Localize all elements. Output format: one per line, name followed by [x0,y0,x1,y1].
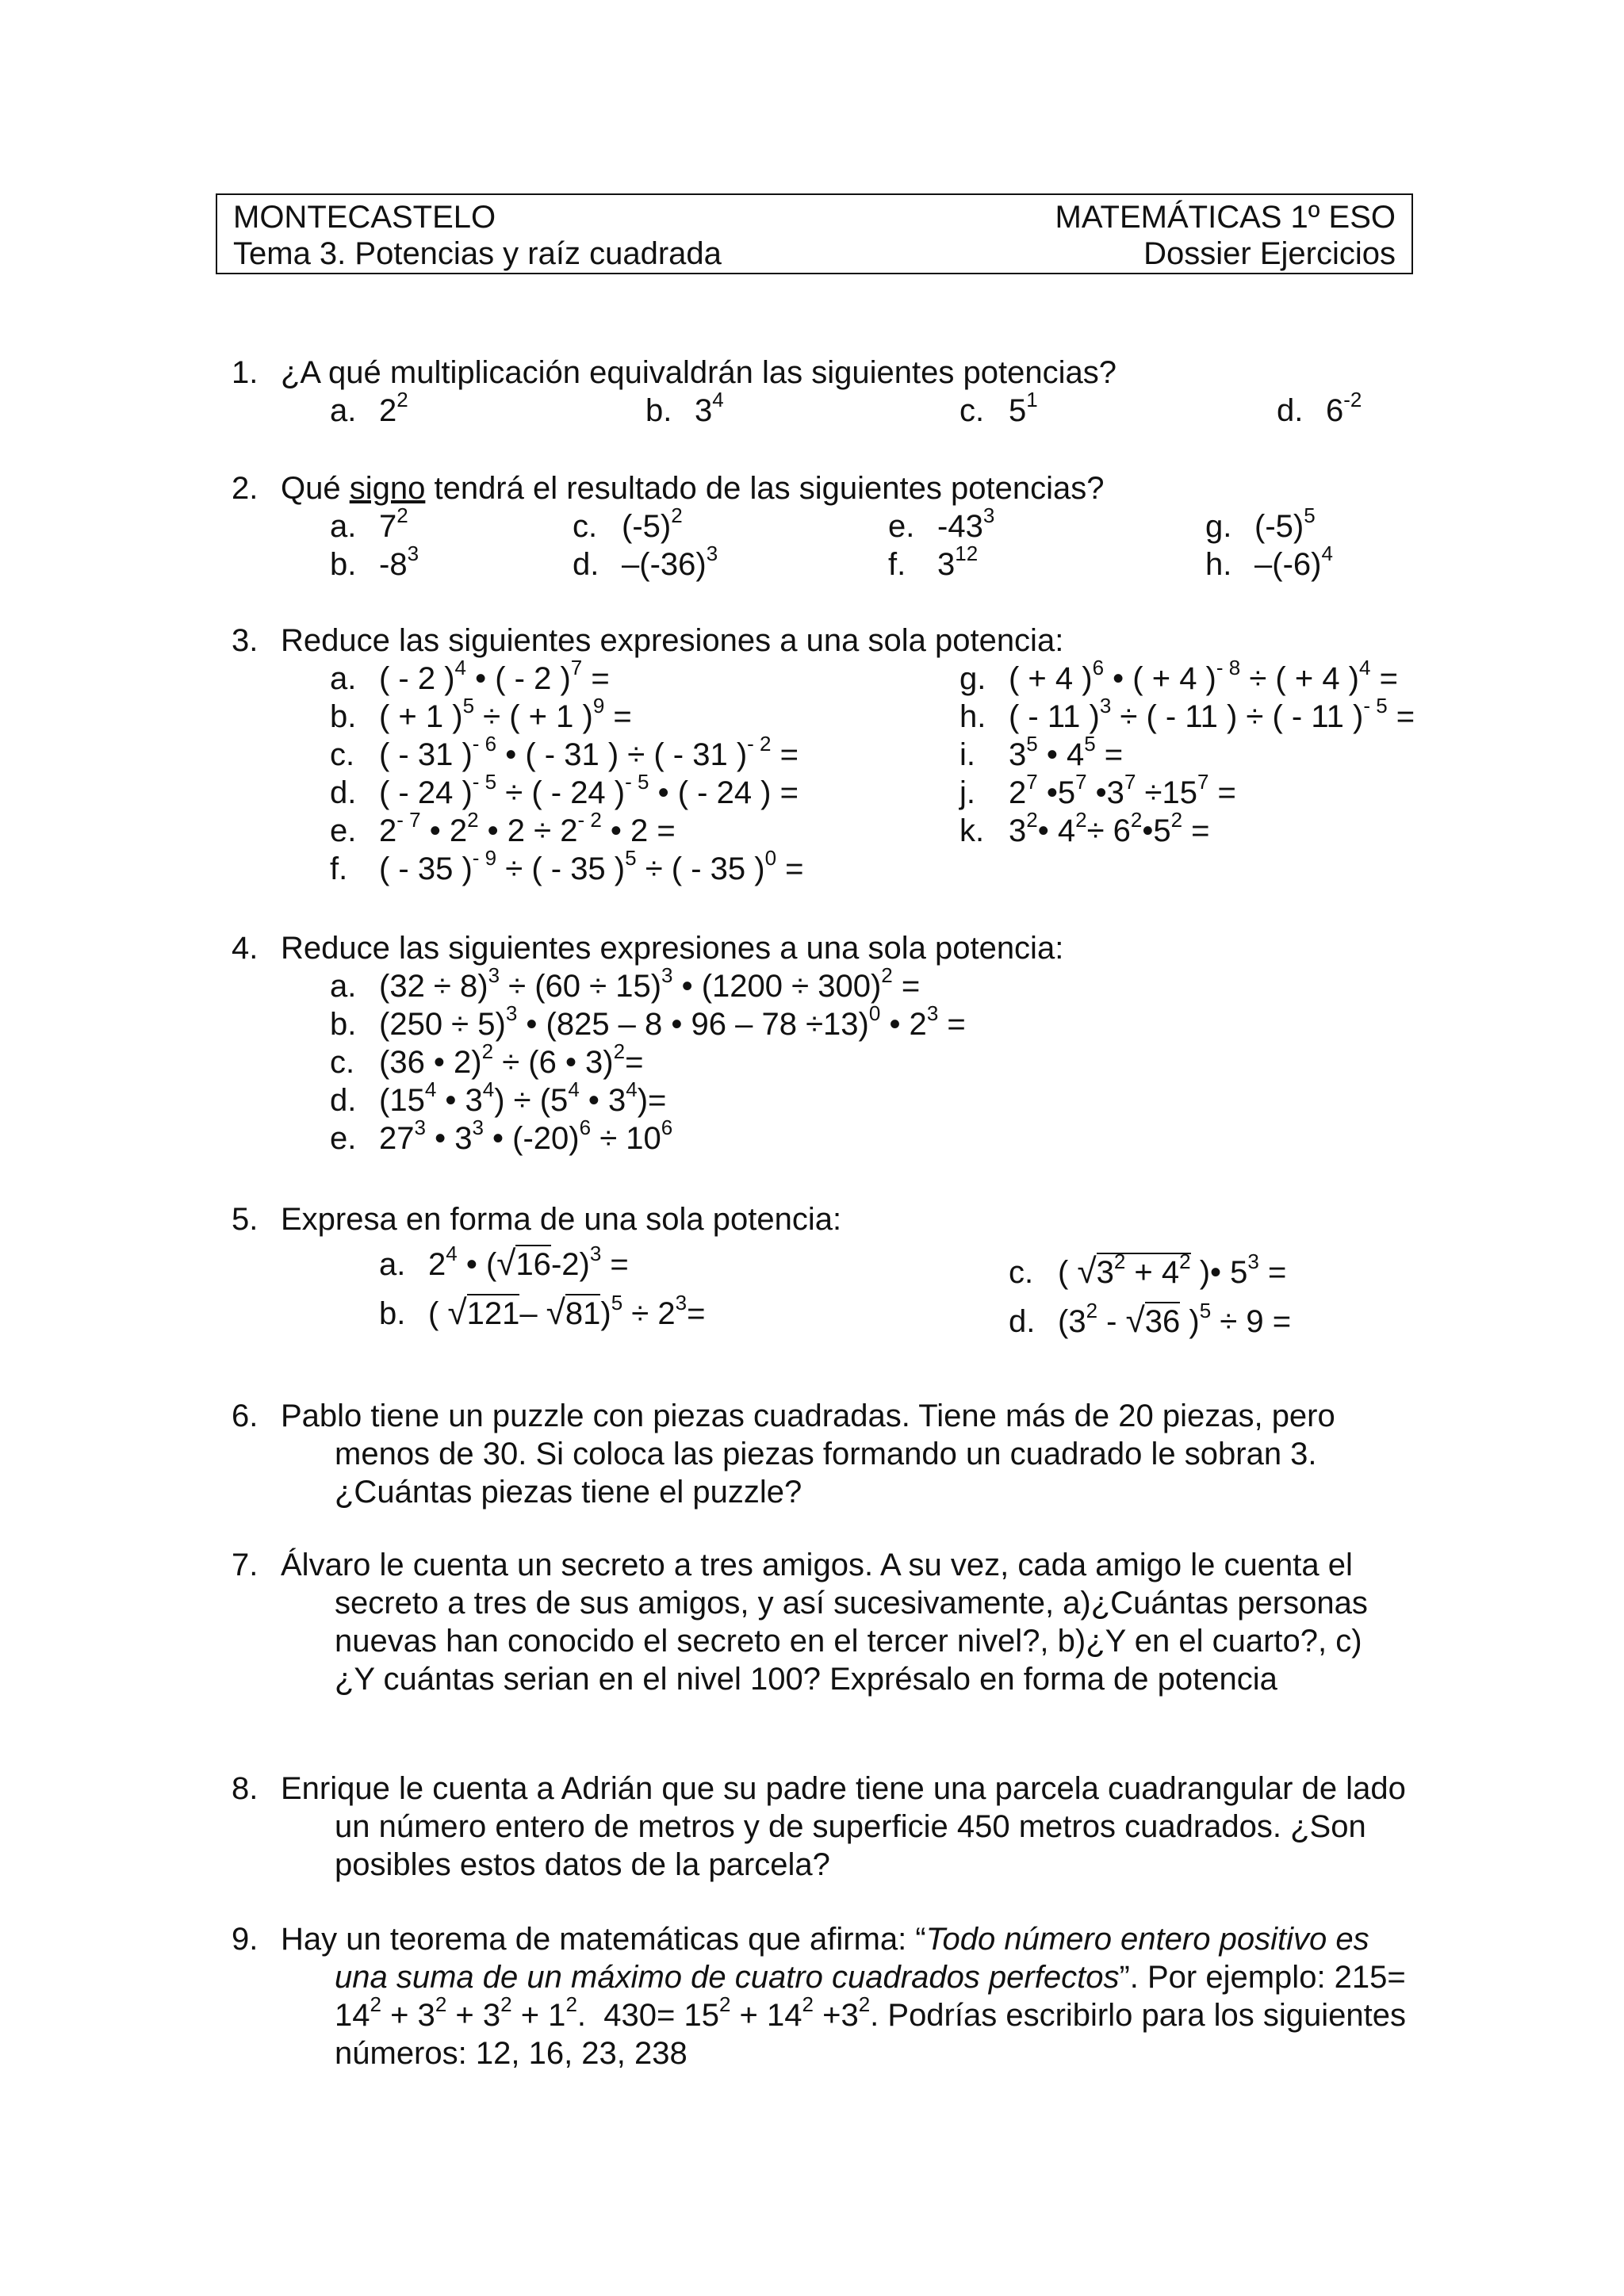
q3-item-e: e. $2^{- 7}$ • $2^2$ • $2 \div 2^{- 2}$ • 2 = [330,807,676,848]
q2-item-a: a. $7^2$ [330,503,408,544]
q3-item-d: d. ( - 24 )$^{- 5}$ ÷ ( - 24 )$^{- 5}$ • ( - 24 ) = [330,769,799,810]
question-7 [232,1546,1407,1698]
question-text: Pablo tiene un puzzle con piezas cuadradas. Tiene más de 20 piezas, pero menos de 30. Si coloca las piezas formando un cuadrado le sobran 3. ¿Cuántas piezas tiene el puzzle? [281,1399,1335,1510]
theorem-quote: Todo número entero positivo es una suma de un máximo de cuatro cuadrados perfectos [335,1922,1369,1995]
header-box [216,193,1413,274]
topic-title: Tema 3. Potencias y raíz cuadrada [233,236,722,271]
q2-item-b: b. $-8^3$ [330,541,419,582]
question-5: 5. Expresa en forma de una sola potencia: [232,1202,842,1237]
q5-item-a: a. $2^4$ • $(√16-2)^3$ = [379,1241,629,1283]
q2-item-c: c. $(-5)^2$ [573,503,683,544]
q3-item-i: i. $3^5$ • $4^5$ = [959,731,1124,772]
q5-item-c: c. ( $√3^2 + 4^2$ )• $5^3$ = [1009,1249,1287,1291]
question-text: Hay un teorema de matemáticas que afirma: “Todo número entero positivo es una suma de un máximo de cuatro cuadrados perfectos”. Por ejemplo: $215= 14^2 + 3^2 + 3^2 + 1^2$. $430= 15^2 + 14^2 +3^2$. Podrías escribirlo para los siguientes números: 12, 16, 23, 238 [281,1922,1407,2071]
q5-item-d: d. ($3^2 - √36$ )$^5$ ÷ 9 = [1009,1298,1292,1340]
question-text: ¿A qué multiplicación equivaldrán las siguientes potencias? [281,355,1116,390]
q3-item-h: h. ( - 11 )$^3$ ÷ ( - 11 ) ÷ ( - 11 )$^{- 5}$ = [959,693,1415,734]
question-text: Enrique le cuenta a Adrián que su padre tiene una parcela cuadrangular de lado un número entero de metros y de superficie 450 metros cuadrados. ¿Son posibles estos datos de la parcela? [281,1771,1406,1882]
q1-item-c: c. $5^1$ [959,387,1038,428]
q2-item-h: h. $-(-6)^4$ [1205,541,1333,582]
question-6 [232,1397,1407,1511]
question-number: 9. [232,1922,259,1957]
q4-item-a: a. $(32 \div 8)^3 \div (60 \div 15)^3$ • $(1200 \div 300)^2$ = [330,962,921,1004]
question-number: 3. [232,623,259,658]
question-text: Álvaro le cuenta un secreto a tres amigos. A su vez, cada amigo le cuenta el secreto a tres de sus amigos, y así sucesivamente, a)¿Cuántas personas nuevas han conocido el secreto en el tercer nivel?, b)¿Y en el cuarto?, c) ¿Y cuántas serian en el nivel 100? Exprésalo en forma de potencia [281,1548,1368,1697]
q2-item-e: e. $-43^3$ [888,503,995,544]
q3-item-j: j. $2^7$ $•5^7$ $•3^7 \div 15^7$ = [959,769,1236,810]
q3-item-f: f. ( - 35 )$^{- 9}$ ÷ ( - 35 )$^5$ ÷ ( - 35 )$^0$ = [330,845,804,886]
q5-item-b: b. ( √121– $√81)^5 \div 2^3=$ [379,1290,706,1332]
q2-item-g: g. $(-5)^5$ [1205,503,1316,544]
question-number: 5. [232,1202,259,1237]
q1-item-a: a. $2^2$ [330,387,408,428]
q2-item-f: f. $3^{12}$ [888,541,979,582]
question-number: 6. [232,1399,259,1433]
underlined-word: signo [349,471,426,506]
q3-item-a: a. ( - 2 )$^4$ • ( - 2 )$^7$ = [330,655,610,696]
question-number: 7. [232,1548,259,1582]
q4-item-e: e. $27^3$ • $3^3$ • $(-20)^6 \div 10^6$ [330,1115,673,1156]
q1-item-b: b. $3^4$ [645,387,724,428]
question-8 [232,1770,1407,1884]
q3-item-c: c. ( - 31 )$^{- 6}$ • ( - 31 ) ÷ ( - 31 )$^{- 2}$ = [330,731,799,772]
question-number: 4. [232,931,259,966]
question-1 [232,354,1116,392]
q2-item-d: d. $-(-36)^3$ [573,541,718,582]
question-number: 1. [232,355,259,390]
q1-item-d: d. $6^{-2}$ [1277,387,1362,428]
q3-item-b: b. ( + 1 )$^5$ ÷ ( + 1 )$^9$ = [330,693,632,734]
question-2: 2. Qué signo tendrá el resultado de las siguientes potencias? [232,471,1105,506]
q4-item-c: c. (36 • 2)$^2$ ÷ (6 • 3)$^2$= [330,1039,644,1080]
school-name: MONTECASTELO [233,200,496,235]
q4-item-b: b. $(250 \div 5)^3$ • (825 – 8 • 96 – 78 ÷13)$^0$ • $2^3$ = [330,1001,966,1042]
question-4: 4. Reduce las siguientes expresiones a una sola potencia: [232,931,1064,966]
q3-item-g: g. ( + 4 )$^6$ • ( + 4 )$^{- 8}$ ÷ ( + 4 )$^4$ = [959,655,1398,696]
document-type: Dossier Ejercicios [1143,236,1396,271]
q4-item-d: d. ($15^4$ • $3^4) \div (5^4$ • $3^4)=$ [330,1077,667,1118]
question-number: 2. [232,471,259,506]
question-3: 3. Reduce las siguientes expresiones a una sola potencia: [232,623,1064,658]
q3-item-k: k. $3^2•$ $4^2\div$ $6^2•5^2$ = [959,807,1210,848]
subject-name: MATEMÁTICAS 1º ESO [1055,200,1396,235]
question-9 [232,1920,1407,2072]
question-number: 8. [232,1771,259,1806]
